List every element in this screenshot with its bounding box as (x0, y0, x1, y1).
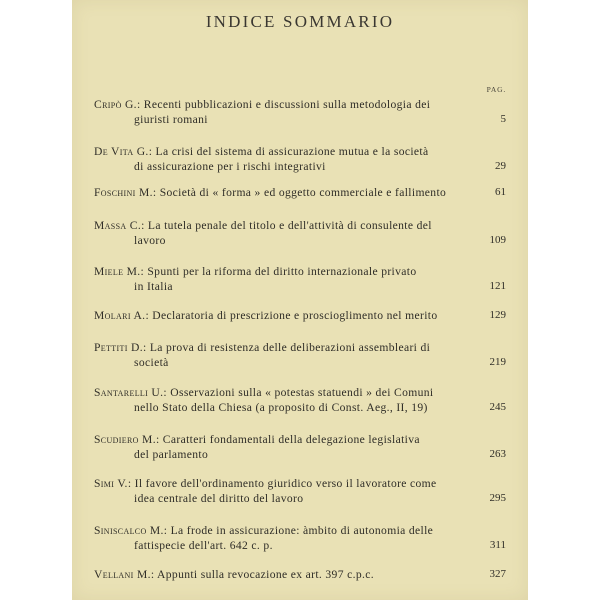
index-entries (72, 0, 528, 600)
index-entry (94, 264, 506, 294)
entry-text: Santarelli U.: Osservazioni sulla « potestas statuendi » dei Comuni nello Stato della Chiesa (a proposito di Const. Aeg., II, 19) (94, 386, 434, 414)
entry-title-line2: società (134, 356, 169, 369)
entry-title-line2: di assicurazione per i rischi integrativi (134, 160, 326, 173)
entry-author: Vellani M. (94, 568, 151, 581)
entry-page-number: 61 (495, 186, 506, 198)
entry-author: De Vita G. (94, 145, 149, 158)
entry-text: Miele M.: Spunti per la riforma del diritto internazionale privato in Italia (94, 265, 417, 293)
entry-title-line1: La prova di resistenza delle deliberazioni assembleari di (149, 341, 431, 354)
entry-title-line2: in Italia (134, 280, 173, 293)
entry-text: Cripò G.: Recenti pubblicazioni e discussioni sulla metodologia dei giuristi romani (94, 98, 431, 126)
entry-author: Siniscalco M. (94, 524, 164, 537)
entry-title-line2: nello Stato della Chiesa (a proposito di Const. Aeg., II, 19) (134, 401, 428, 414)
entry-author: Simi V. (94, 477, 128, 490)
index-entry (94, 385, 506, 415)
entry-text: Molari A.: Declaratoria di prescrizione e proscioglimento nel merito (94, 309, 438, 322)
entry-author: Molari A. (94, 309, 146, 322)
entry-page-number: 245 (489, 401, 506, 413)
index-entry (94, 308, 506, 323)
entry-title-line2: idea centrale del diritto del lavoro (134, 492, 304, 505)
entry-page-number: 263 (489, 448, 506, 460)
index-entry (94, 432, 506, 462)
index-entry (94, 523, 506, 553)
entry-page-number: 219 (489, 356, 506, 368)
entry-page-number: 121 (489, 280, 506, 292)
entry-title-line2: giuristi romani (134, 113, 208, 126)
entry-author: Scudiero M. (94, 433, 156, 446)
entry-title-line1: Appunti sulla revocazione ex art. 397 c.p.c. (157, 568, 374, 581)
page-column-label: PAG. (486, 85, 506, 94)
entry-page-number: 5 (500, 113, 506, 125)
entry-page-number: 109 (489, 234, 506, 246)
index-entry (94, 185, 506, 200)
entry-title-line1: La frode in assicurazione: àmbito di autonomia delle (170, 524, 434, 537)
entry-title-line1: La crisi del sistema di assicurazione mutua e la società (155, 145, 429, 158)
entry-title-line1: Declaratoria di prescrizione e proscioglimento nel merito (152, 309, 438, 322)
entry-title-line2: lavoro (134, 234, 166, 247)
entry-author: Pettiti D. (94, 341, 143, 354)
entry-title-line2: fattispecie dell'art. 642 c. p. (134, 539, 273, 552)
entry-text: Siniscalco M.: La frode in assicurazione: àmbito di autonomia delle fattispecie dell'art. 642 c. p. (94, 524, 434, 552)
entry-page-number: 29 (495, 160, 506, 172)
entry-title-line1: Il favore dell'ordinamento giuridico verso il lavoratore come (134, 477, 437, 490)
entry-text: Massa C.: La tutela penale del titolo e dell'attività di consulente del lavoro (94, 219, 432, 247)
entry-author: Cripò G. (94, 98, 137, 111)
entry-title-line1: Osservazioni sulla « potestas statuendi » dei Comuni (170, 386, 434, 399)
entry-title-line2: del parlamento (134, 448, 209, 461)
book-page (72, 0, 528, 600)
entry-page-number: 129 (489, 309, 506, 321)
page-title: INDICE SOMMARIO (205, 12, 395, 31)
entry-text: Scudiero M.: Caratteri fondamentali della delegazione legislativa del parlamento (94, 433, 420, 461)
index-entry (94, 567, 506, 582)
entry-page-number: 311 (489, 539, 506, 551)
index-entry (94, 340, 506, 370)
index-entry (94, 476, 506, 506)
entry-author: Massa C. (94, 219, 142, 232)
entry-author: Miele M. (94, 265, 141, 278)
entry-title-line1: Recenti pubblicazioni e discussioni sulla metodologia dei (143, 98, 431, 111)
entry-author: Foschini M. (94, 186, 153, 199)
entry-title-line1: Spunti per la riforma del diritto internazionale privato (147, 265, 417, 278)
entry-text: De Vita G.: La crisi del sistema di assicurazione mutua e la società di assicurazione per i rischi integrativi (94, 145, 429, 173)
entry-page-number: 327 (489, 568, 506, 580)
entry-title-line1: Caratteri fondamentali della delegazione legislativa (162, 433, 420, 446)
entry-title-line1: La tutela penale del titolo e dell'attività di consulente del (147, 219, 432, 232)
entry-text: Foschini M.: Società di « forma » ed oggetto commerciale e fallimento (94, 186, 447, 199)
entry-text: Simi V.: Il favore dell'ordinamento giuridico verso il lavoratore come idea centrale del diritto del lavoro (94, 477, 437, 505)
entry-author: Santarelli U. (94, 386, 164, 399)
entry-title-line1: Società di « forma » ed oggetto commerciale e fallimento (159, 186, 447, 199)
index-entry (94, 144, 506, 174)
index-entry (94, 218, 506, 248)
entry-text: Vellani M.: Appunti sulla revocazione ex art. 397 c.p.c. (94, 568, 374, 581)
entry-text: Pettiti D.: La prova di resistenza delle deliberazioni assembleari di società (94, 341, 431, 369)
index-entry (94, 97, 506, 127)
entry-page-number: 295 (489, 492, 506, 504)
